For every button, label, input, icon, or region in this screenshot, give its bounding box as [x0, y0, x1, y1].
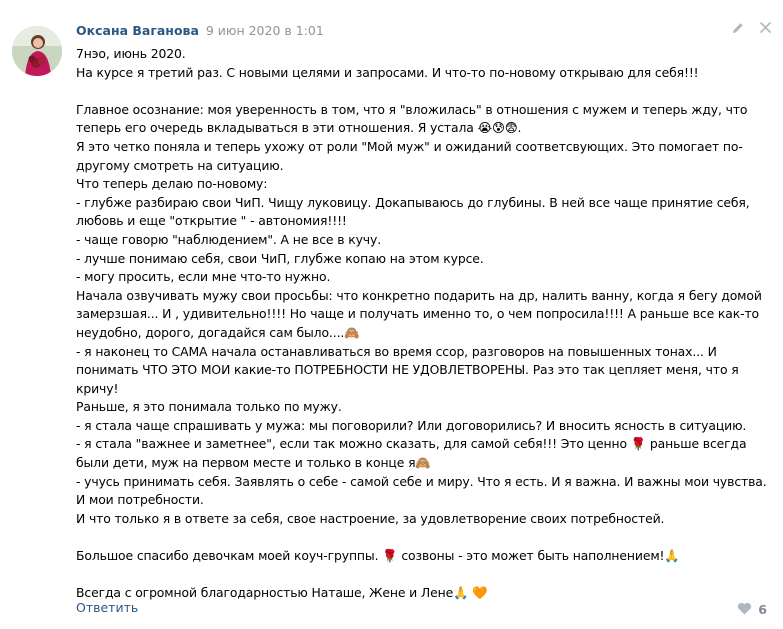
edit-icon[interactable]	[732, 22, 744, 39]
heart-icon	[737, 600, 752, 619]
reply-button[interactable]: Ответить	[76, 600, 139, 615]
like-count: 6	[758, 602, 767, 617]
comment-text: 7нэо, июнь 2020. На курсе я третий раз. С новыми целями и запросами. И что-то по-новому открываю для себя!!! Главное осознание: моя уверенность в том, что я "вложилась" в отношения с мужем и теперь жду, что теперь его очередь вкладываться в эти отношения. Я устала 😭😰😨. Я это четко поняла и теперь ухожу от роли "Мой муж" и ожиданий соответсвующих. Это помогает по-другому смотреть на ситуацию. Что теперь делаю по-новому: - глубже разбираю свои ЧиП. Чищу луковицу. Докапываюсь до глубины. В ней все чаще принятие себя, любовь и еще "открытие " - автономия!!!! - чаще говорю "наблюдением". А не все в кучу. - лучше понимаю себя, свои ЧиП, глубже копаю на этом курсе. - могу просить, если мне что-то нужно. Начала озвучивать мужу свои просьбы: что конкретно подарить на др, налить ванну, когда я бегу домой замерзшая... И , удивительно!!!! Но чаще и получать именно то, о чем попросила!!!! А раньше все как-то неудобно, дорого, догадайся сам было....🙈 - я наконец то САМА начала останавливаться во время ссор, разговоров на повышенных тонах... И понимать ЧТО ЭТО МОИ какие-то ПОТРЕБНОСТИ НЕ УДОВЛЕТВОРЕНЫ. Раз это так цепляет меня, что я кричу! Раньше, я это понимала только по мужу. - я стала чаще спрашивать у мужа: мы поговорили? Или договорились? И вносить ясность в ситуацию. - я стала "важнее и заметнее", если так можно сказать, для самой себя!!! Это ценно 🌹 раньше всегда были дети, муж на первом месте и только в конце я🙈 - учусь принимать себя. Заявлять о себе - самой себе и миру. Что я есть. И я важна. И важны мои чувства. И мои потребности. И что только я в ответе за себя, свое настроение, за удовлетворение своих потребностей. Большое спасибо девочкам моей коуч-группы. 🌹 созвоны - это может быть наполнением!🙏 Всегда с огромной благодарностью Наташе, Жене и Лене🙏 🧡	[76, 46, 767, 601]
author-name[interactable]: Оксана Ваганова	[76, 23, 199, 38]
comment-actions	[732, 22, 771, 39]
comment-footer	[76, 600, 138, 615]
like-button[interactable]	[737, 600, 767, 619]
comment-date[interactable]: 9 июн 2020 в 1:01	[205, 23, 324, 38]
avatar[interactable]	[12, 26, 62, 76]
comment-header	[76, 23, 324, 38]
close-icon[interactable]	[760, 22, 771, 39]
